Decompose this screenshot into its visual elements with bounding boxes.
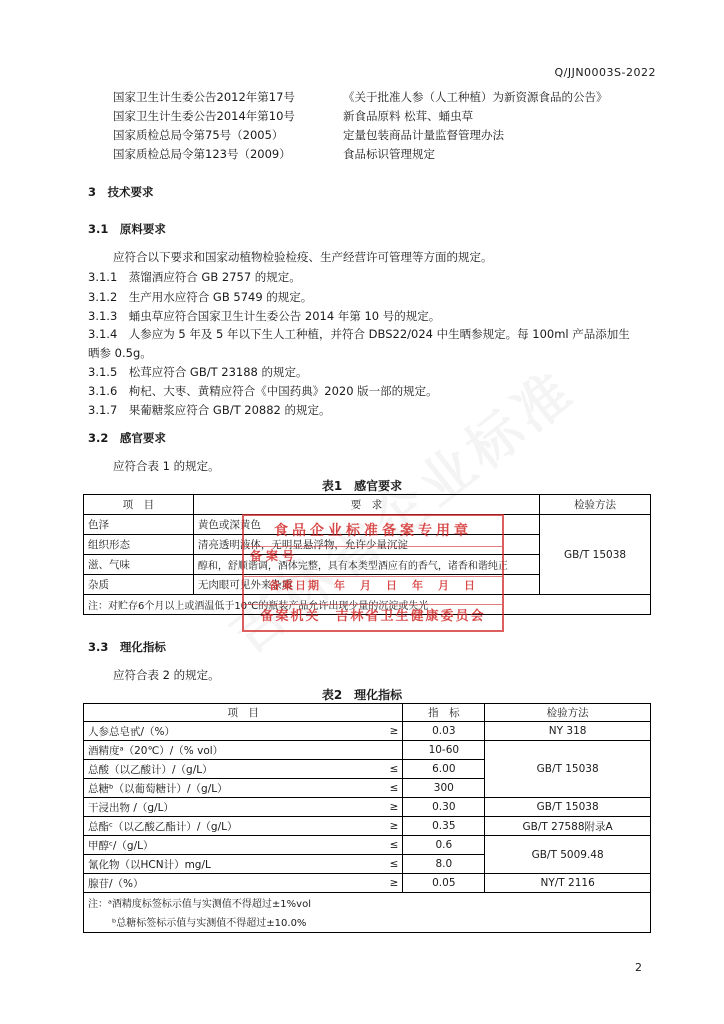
clause: 3.1.6 枸杞、大枣、黄精应符合《中国药典》2020 版一部的规定。 [88,384,438,398]
table-row [84,798,651,817]
item-cell: 总糖ᵇ（以葡萄糖计）/（g/L） [84,779,351,798]
method-cell: GB/T 5009.48 [485,836,651,874]
method-cell: GB/T 15038 [485,741,651,798]
reference-right: 新食品原料 松茸、蛹虫草 [343,109,474,123]
clause: 3.1.5 松茸应符合 GB/T 23188 的规定。 [88,365,308,379]
clause-continuation: 晒参 0.5g。 [88,346,152,360]
value-cell: 6.00 [403,760,485,779]
header-cell: 检验方法 [485,704,651,722]
item-cell: 酒精度ᵃ（20℃）/（% vol） [84,741,351,760]
reference-right: 食品标识管理规定 [343,147,435,161]
method-cell: GB/T 15038 [485,798,651,817]
item-cell: 总酯ᶜ（以乙酸乙酯计）/（g/L） [84,817,351,836]
paragraph: 应符合表 1 的规定。 [113,459,220,473]
item-cell: 总酸（以乙酸计）/（g/L） [84,760,351,779]
clause: 3.1.1 蒸馏酒应符合 GB 2757 的规定。 [88,270,301,284]
table-row [84,741,651,760]
table-note [84,893,651,933]
page-number: 2 [635,961,642,974]
item-cell: 杂质 [84,575,194,595]
table-note: 注：对贮存6个月以上或酒温低于10℃的瓶装产品允许出现少量的沉淀或失光 [84,595,651,615]
table-note-line: ᵇ总糖标签标示值与实测值不得超过±10.0% [112,918,307,929]
table-row [84,515,651,535]
item-cell: 滋、气味 [84,555,194,575]
seal-title: 食品企业标准备案专用章 [274,523,472,539]
item-cell: 组织形态 [84,535,194,555]
reference-right: 《关于批准人参（人工种植）为新资源食品的公告》 [343,90,608,104]
value-cell: 0.30 [403,798,485,817]
table-caption: 表2 理化指标 [321,688,403,702]
table-row [84,722,651,741]
item-cell: 腺苷/（%） [84,874,351,893]
table-note-row [84,595,651,615]
operator-cell: ≤ [351,855,403,874]
operator-cell: ≥ [351,798,403,817]
item-cell: 氰化物（以HCN计）mg/L [84,855,351,874]
value-cell: 8.0 [403,855,485,874]
value-cell: 0.03 [403,722,485,741]
operator-cell: ≥ [351,722,403,741]
reference-left: 国家卫生计生委公告2014年第10号 [113,109,295,123]
paragraph: 应符合以下要求和国家动植物检验检疫、生产经营许可管理等方面的规定。 [113,250,493,264]
section-heading: 3.2 感官要求 [88,431,166,445]
table-row [84,817,651,836]
reference-left: 国家卫生计生委公告2012年第17号 [113,90,295,104]
table-caption: 表1 感官要求 [321,479,403,493]
section-heading: 3 技术要求 [88,185,154,199]
header-cell: 项 目 [84,704,403,722]
seal-filing-date: 备案日期 年 月 日 年 月 日 [244,576,502,593]
clause: 3.1.4 人参应为 5 年及 5 年以下生人工种植，并符合 DBS22/024 中生晒参规定。每 100ml 产品添加生 [88,327,630,341]
header-cell: 要 求 [193,495,539,515]
table-header-row [84,704,651,722]
requirement-cell: 醇和，舒顺谐调，酒体完整，具有本类型酒应有的香气，诸香和谐纯正 [193,555,539,575]
reference-left: 国家质检总局令第123号（2009） [113,147,291,161]
clause: 3.1.2 生产用水应符合 GB 5749 的规定。 [88,290,313,304]
method-cell: GB/T 27588附录A [485,817,651,836]
section-heading: 3.1 原料要求 [88,222,166,236]
section-heading: 3.3 理化指标 [88,640,166,654]
value-cell: 10-60 [403,741,485,760]
physicochemical-table [83,703,651,933]
value-cell: 0.05 [403,874,485,893]
table-header-row [84,495,651,515]
header-cell: 指 标 [403,704,485,722]
method-cell: GB/T 15038 [540,515,651,595]
item-cell: 色泽 [84,515,194,535]
table-row [84,874,651,893]
seal-authority: 备案机关 吉林省卫生健康委员会 [244,604,502,624]
clause: 3.1.3 蛹虫草应符合国家卫生计生委公告 2014 年第 10 号的规定。 [88,309,441,323]
operator-cell: ≤ [351,836,403,855]
method-cell: NY 318 [485,722,651,741]
operator-cell: ≤ [351,779,403,798]
requirement-cell: 黄色或深黄色 [193,515,539,535]
header-cell: 项 目 [84,495,194,515]
item-cell: 干浸出物 /（g/L） [84,798,351,817]
value-cell: 0.6 [403,836,485,855]
reference-left: 国家质检总局令第75号（2005） [113,128,284,142]
operator-cell: ≥ [351,817,403,836]
paragraph: 应符合表 2 的规定。 [113,668,220,682]
operator-cell: ≤ [351,760,403,779]
seal-filing-number: 备案号 [244,546,502,564]
requirement-cell: 无肉眼可见外来杂质 [193,575,539,595]
clause: 3.1.7 果葡糖浆应符合 GB/T 20882 的规定。 [88,403,331,417]
operator-cell [351,741,403,760]
sensory-table [83,494,651,615]
operator-cell: ≥ [351,874,403,893]
table-note-row [84,893,651,933]
table-note-line: 注：ᵃ酒精度标签标示值与实测值不得超过±1%vol [88,899,311,910]
item-cell: 人参总皂甙/（%） [84,722,351,741]
header-cell: 检验方法 [540,495,651,515]
reference-right: 定量包装商品计量监督管理办法 [343,128,504,142]
requirement-cell: 清亮透明液体，无明显悬浮物，允许少量沉淀 [193,535,539,555]
method-cell: NY/T 2116 [485,874,651,893]
value-cell: 300 [403,779,485,798]
table-row [84,836,651,855]
value-cell: 0.35 [403,817,485,836]
document-code: Q/JJN0003S-2022 [554,66,656,79]
item-cell: 甲醇ᶜ/（g/L） [84,836,351,855]
